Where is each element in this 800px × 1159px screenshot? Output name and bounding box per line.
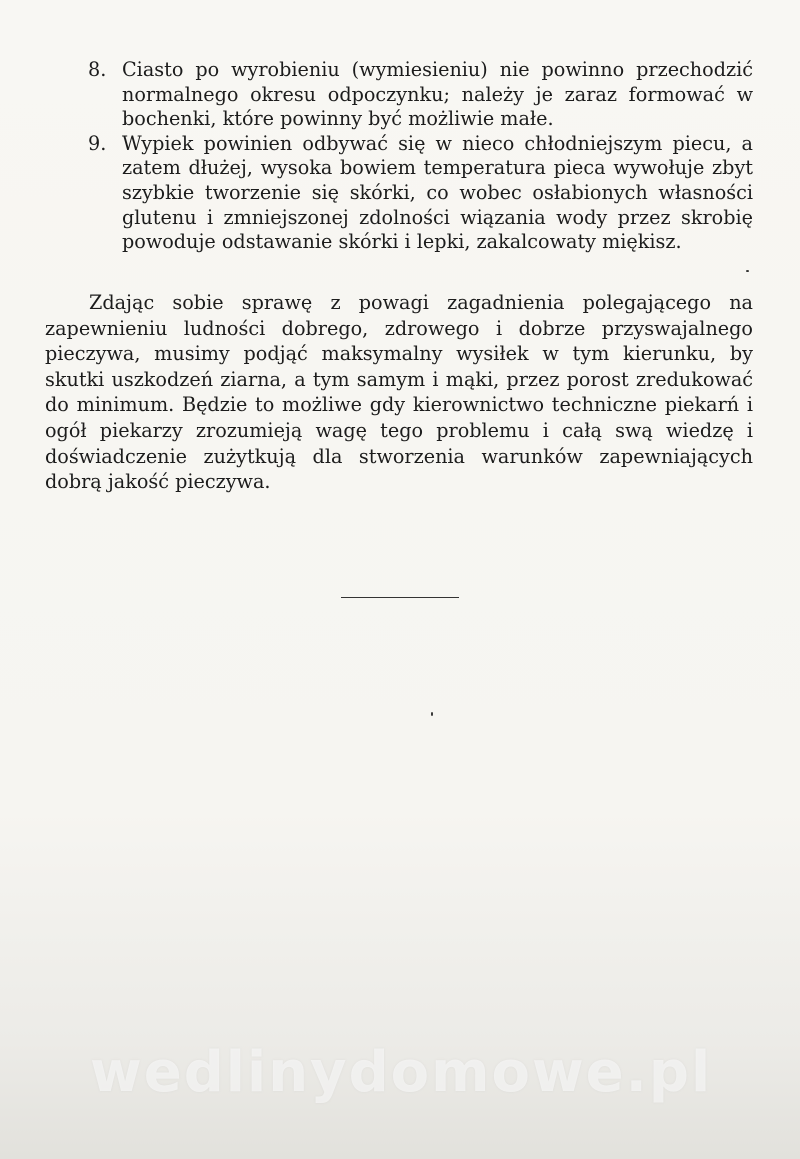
print-speck: [431, 712, 433, 716]
list-item-number: 9.: [88, 131, 107, 155]
watermark: wedlinydomowe.pl: [90, 1040, 713, 1105]
list-item: [88, 58, 753, 132]
body-paragraph: Zdając sobie sprawę z powagi zagadnienia polegającego na zapewnieniu ludności dobrego, zdrowego i dobrze przyswajalnego pieczywa, musimy podjąć maksymalny wysiłek w tym kierunku, by skutki uszkodzeń ziarna, a tym samym i mąki, przez porost zredukować do minimum. Będzie to możliwe gdy kierownictwo techniczne piekarń i ogół piekarzy zrozumieją wagę tego problemu i całą swą wiedzę i doświadczenie zużytkują dla stworzenia warunków zapewniających dobrą jakość pieczywa.: [45, 291, 753, 494]
list-item-text: Ciasto po wyrobieniu (wymiesieniu) nie powinno przechodzić normalnego okresu odpoczynku; należy je zaraz formować w bochenki, które powinny być możliwie małe.: [122, 58, 753, 131]
print-speck: [746, 270, 749, 272]
list-item-text: Wypiek powinien odbywać się w nieco chłodniejszym piecu, a zatem dłużej, wysoka bowiem temperatura pieca wywołuje zbyt szybkie tworzenie się skórki, co wobec osłabionych własności glutenu i zmniejszonej zdolności wiązania wody przez skrobię powoduje odstawanie skórki i lepki, zakalcowaty miękisz.: [122, 131, 753, 254]
numbered-list: [88, 58, 753, 255]
section-divider: [341, 597, 459, 598]
list-item-number: 8.: [88, 58, 107, 81]
list-item: [88, 132, 753, 255]
